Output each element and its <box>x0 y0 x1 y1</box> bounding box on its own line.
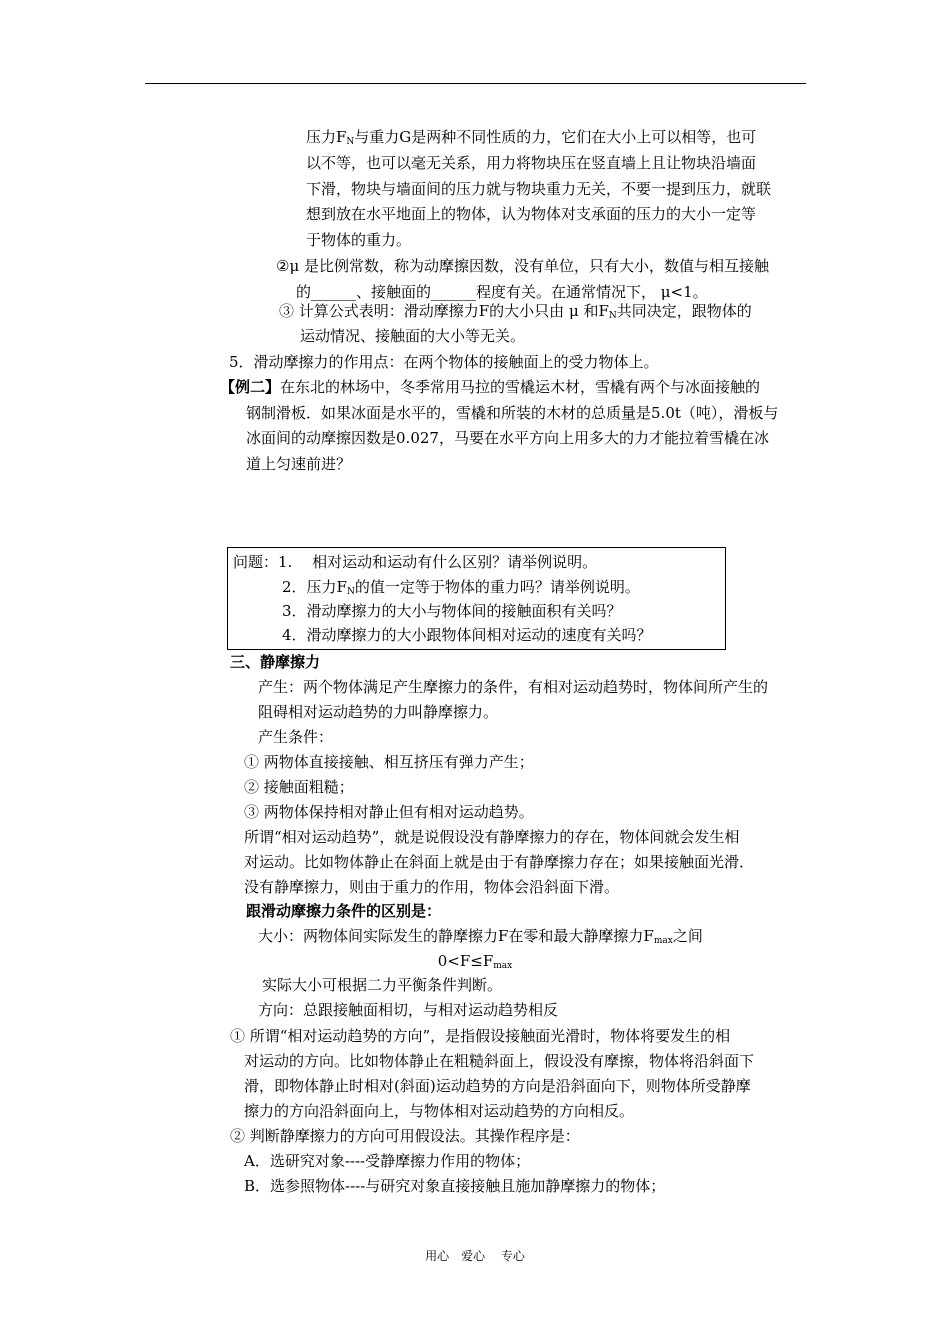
text-line: 的______、接触面的______程度有关。在通常情况下， μ<1。 <box>296 283 708 301</box>
question: 问题：1. 相对运动和运动有什么区别？请举例说明。 <box>233 553 598 571</box>
text-line: 道上匀速前进？ <box>246 455 352 473</box>
text-line: ① 所谓“相对运动趋势的方向”，是指假设接触面光滑时，物体将要发生的相 <box>230 1027 731 1045</box>
text-line: ③ 计算公式表明：滑动摩擦力F的大小只由 μ 和$F_N$共同决定，跟物体的 <box>279 302 752 321</box>
text-line: 以不等，也可以毫无关系，用力将物块压在竖直墙上且让物块沿墙面 <box>306 154 757 172</box>
text-line: 方向：总跟接触面相切，与相对运动趋势相反 <box>258 1001 559 1019</box>
question: 4．滑动摩擦力的大小跟物体间相对运动的速度有关吗？ <box>282 626 652 644</box>
formula: $0<F\le F_{max}$ <box>437 952 513 971</box>
text-line: 冰面间的动摩擦因数是0.027，马要在水平方向上用多大的力才能拉着雪橇在冰 <box>246 429 769 447</box>
text-line: 实际大小可根据二力平衡条件判断。 <box>262 976 503 994</box>
text-line: 下滑，物块与墙面间的压力就与物块重力无关，不要一提到压力，就联 <box>306 180 772 198</box>
step-item: B．选参照物体----与研究对象直接接触且施加静摩擦力的物体； <box>244 1177 666 1195</box>
text-line: 产生条件： <box>258 728 334 746</box>
header-rule <box>145 83 806 84</box>
text-line: 滑，即物体静止时相对(斜面)运动趋势的方向是沿斜面向下，则物体所受静摩 <box>244 1077 751 1095</box>
step-item: A．选研究对象----受静摩擦力作用的物体； <box>244 1152 531 1170</box>
text-line: 5．滑动摩擦力的作用点：在两个物体的接触面上的受力物体上。 <box>229 353 659 371</box>
text-line: 所谓“相对运动趋势”，就是说假设没有静摩擦力的存在，物体间就会发生相 <box>244 828 740 846</box>
subheading: 跟滑动摩擦力条件的区别是： <box>246 902 442 920</box>
text-line: 对运动。比如物体静止在斜面上就是由于有静摩擦力存在；如果接触面光滑． <box>244 853 755 871</box>
text-line: 于物体的重力。 <box>306 231 412 249</box>
example-heading: 【例二】在东北的林场中，冬季常用马拉的雪橇运木材，雪橇有两个与冰面接触的 <box>220 378 761 396</box>
text-line: 对运动的方向。比如物体静止在粗糙斜面上，假设没有摩擦，物体将沿斜面下 <box>244 1052 755 1070</box>
text-line: ②μ 是比例常数，称为动摩擦因数，没有单位，只有大小，数值与相互接触 <box>276 257 769 275</box>
text-line: 产生：两个物体满足产生摩擦力的条件，有相对运动趋势时，物体间所产生的 <box>258 678 769 696</box>
text-line: 阻碍相对运动趋势的力叫静摩擦力。 <box>258 703 499 721</box>
condition-item: ③ 两物体保持相对静止但有相对运动趋势。 <box>244 803 534 821</box>
text-line: 想到放在水平地面上的物体，认为物体对支承面的压力的大小一定等 <box>306 205 757 223</box>
section-title: 三、静摩擦力 <box>230 653 321 671</box>
text-line: 压力$F_N$与重力G是两种不同性质的力，它们在大小上可以相等，也可 <box>306 128 757 147</box>
text-line: 运动情况、接触面的大小等无关。 <box>300 327 526 345</box>
text-line: ② 判断静摩擦力的方向可用假设法。其操作程序是： <box>230 1127 580 1145</box>
question: 3．滑动摩擦力的大小与物体间的接触面积有关吗？ <box>282 602 622 620</box>
text-line: 没有静摩擦力，则由于重力的作用，物体会沿斜面下滑。 <box>244 878 620 896</box>
condition-item: ② 接触面粗糙； <box>244 778 354 796</box>
question: 2．压力$F_N$的值一定等于物体的重力吗？请举例说明。 <box>282 578 640 597</box>
condition-item: ① 两物体直接接触、相互挤压有弹力产生； <box>244 753 534 771</box>
text-line: 钢制滑板．如果冰面是水平的，雪橇和所装的木材的总质量是5.0t（吨），滑板与 <box>246 404 779 422</box>
page-footer: 用心 爱心 专心 <box>425 1249 525 1263</box>
text-line: 擦力的方向沿斜面向上，与物体相对运动趋势的方向相反。 <box>244 1102 635 1120</box>
text-line: 大小：两物体间实际发生的静摩擦力F在零和最大静摩擦力$F_{max}$之间 <box>258 927 703 946</box>
